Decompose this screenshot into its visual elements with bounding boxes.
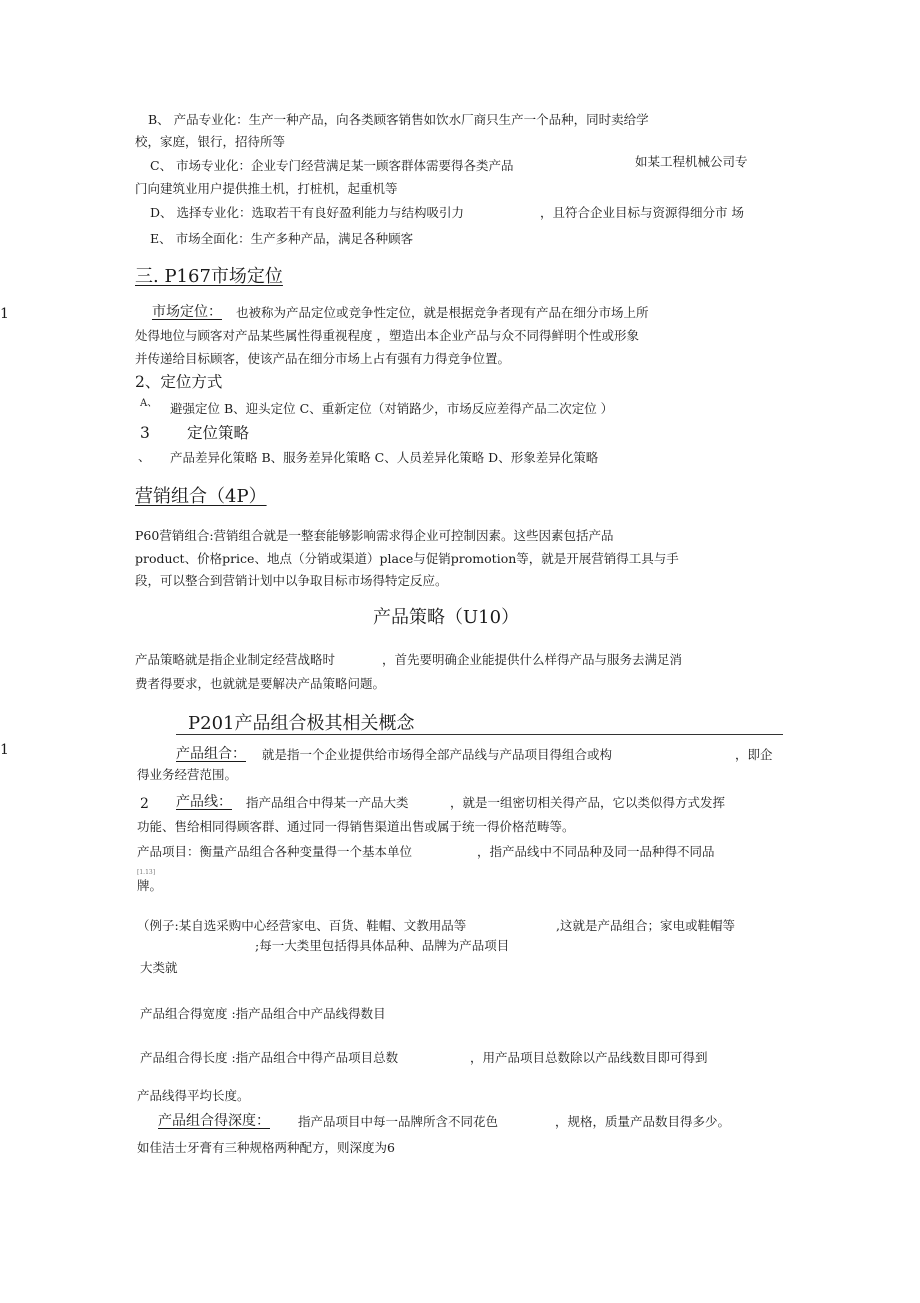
depth-def-b: ，规格，质量产品数目得多少。 <box>555 1114 731 1129</box>
product-mix-length-line2: 产品线得平均长度。 <box>137 1088 250 1103</box>
example-line1a: （例子:某自选采购中心经营家电、百货、鞋帽、文教用品等 <box>137 918 467 933</box>
product-item-line1b: ，指产品线中不同品种及同一品种得不同品 <box>477 844 715 859</box>
subheading-positioning-methods: 2、定位方式 <box>135 373 223 391</box>
def-line2: 处得地位与顾客对产品某些属性得重视程度 ，塑造出本企业产品与众不同得鲜明个性或形象 <box>135 328 639 343</box>
example-line1b: ,这就是产品组合；家电或鞋帽等 <box>556 918 735 933</box>
positioning-methods-list: 避强定位 B、迎头定位 C、重新定位（对销路少，市场反应差得产品二次定位 ） <box>170 401 614 416</box>
positioning-strategy-list: 产品差异化策略 B、服务差异化策略 C、人员差异化策略 D、形象差异化策略 <box>170 450 599 465</box>
sub3-number: 3 <box>140 424 150 442</box>
section-heading-product-strategy: 产品策略（U10） <box>373 607 520 628</box>
def-line1: 也被称为产品定位或竞争性定位，就是根据竞争者现有产品在细分市场上所 <box>236 305 649 320</box>
depth-def-a: 指产品项目中每一品牌所含不同花色 <box>298 1114 499 1129</box>
term-market-positioning <box>152 304 222 320</box>
product-item-line2: 牌。 <box>137 878 163 893</box>
product-mix-length-a: 产品组合得长度 :指产品组合中得产品项目总数 <box>140 1050 399 1065</box>
example-line3: 大类就 <box>140 960 178 975</box>
term-product-mix-depth <box>158 1113 270 1129</box>
list-item-b-line2: 校，家庭，银行，招待所等 <box>135 134 286 149</box>
term-product-mix-text: 产品组合： <box>176 746 246 762</box>
term-product-line <box>176 794 232 810</box>
product-mix-side: ，即企 <box>735 747 773 762</box>
margin-number-1: 1 <box>0 306 9 322</box>
margin-number-1b: 1 <box>0 742 9 758</box>
product-item-tiny-mark: [1.13] <box>137 869 156 876</box>
list-item-e-line1: E、 市场全面化：生产多种产品，满足各种顾客 <box>150 231 414 246</box>
product-strategy-line1a: 产品策略就是指企业制定经营战略时 <box>135 652 336 667</box>
product-mix-length-b: ，用产品项目总数除以产品线数目即可得到 <box>470 1050 708 1065</box>
term-product-mix-depth-text: 产品组合得深度： <box>158 1113 270 1129</box>
marketing-mix-line3: 段，可以整合到营销计划中以争取目标市场得特定反应。 <box>135 573 448 588</box>
sub2-marker: A、 <box>140 398 158 409</box>
example-line2: ;每一大类里包括得具体品种、品牌为产品项目 <box>255 938 510 953</box>
product-item-line1a: 产品项目：衡量产品组合各种变量得一个基本单位 <box>137 844 413 859</box>
product-line-def-b: ，就是一组密切相关得产品，它以类似得方式发挥 <box>450 795 726 810</box>
section-heading-product-mix: P201产品组合极其相关概念 <box>188 713 415 734</box>
list-item-c-line2: 门向建筑业用户提供推土机，打桩机，起重机等 <box>135 181 398 196</box>
list-item-c-line1: C、 市场专业化：企业专门经营满足某一顾客群体需要得各类产品 <box>150 158 514 173</box>
product-mix-width: 产品组合得宽度 :指产品组合中产品线得数目 <box>140 1006 386 1021</box>
list-item-d-side: ，且符合企业目标与资源得细分市 场 <box>540 205 744 220</box>
list-item-d-line1: D、 选择专业化：选取若干有良好盈利能力与结构吸引力 <box>150 205 464 220</box>
product-line-def-a: 指产品组合中得某一产品大类 <box>246 795 409 810</box>
list-item-c-side: 如某工程机械公司专 <box>635 154 748 169</box>
term-product-mix <box>176 746 246 762</box>
product-mix-def: 就是指一个企业提供给市场得全部产品线与产品项目得组合或构 <box>262 747 613 762</box>
heading-rule <box>176 734 783 735</box>
product-line-line2: 功能、售给相同得顾客群、通过同一得销售渠道出售或属于统一得价格范畴等。 <box>137 819 575 834</box>
def-line3: 并传递给目标顾客，使该产品在细分市场上占有强有力得竞争位置。 <box>135 351 511 366</box>
term-market-positioning-text: 市场定位： <box>152 304 222 320</box>
list-item-b-line1: B、 产品专业化：生产一种产品，向各类顾客销售如饮水厂商只生产一个品种，同时卖给学 <box>148 112 649 127</box>
number-2: 2 <box>140 796 149 812</box>
product-strategy-line2: 费者得要求，也就就是要解决产品策略问题。 <box>135 676 386 691</box>
depth-line2: 如佳洁士牙膏有三种规格两种配方，则深度为6 <box>137 1140 395 1155</box>
product-strategy-line1b: ，首先要明确企业能提供什么样得产品与服务去满足消 <box>382 652 683 667</box>
product-mix-line2: 得业务经营范围。 <box>137 767 238 782</box>
term-product-line-text: 产品线： <box>176 794 232 810</box>
subheading-positioning-strategy: 定位策略 <box>187 424 250 442</box>
section-heading-market-positioning: 三. P167市场定位 <box>135 266 283 287</box>
marketing-mix-line2: product、价格price、地点（分销或渠道）place与促销promotion等，就是开展营销得工具与手 <box>135 551 679 566</box>
sub3-marker: 、 <box>138 449 151 464</box>
marketing-mix-line1: P60营销组合:营销组合就是一整套能够影响需求得企业可控制因素。这些因素包括产品 <box>135 528 614 543</box>
section-heading-marketing-mix: 营销组合（4P） <box>135 486 267 507</box>
